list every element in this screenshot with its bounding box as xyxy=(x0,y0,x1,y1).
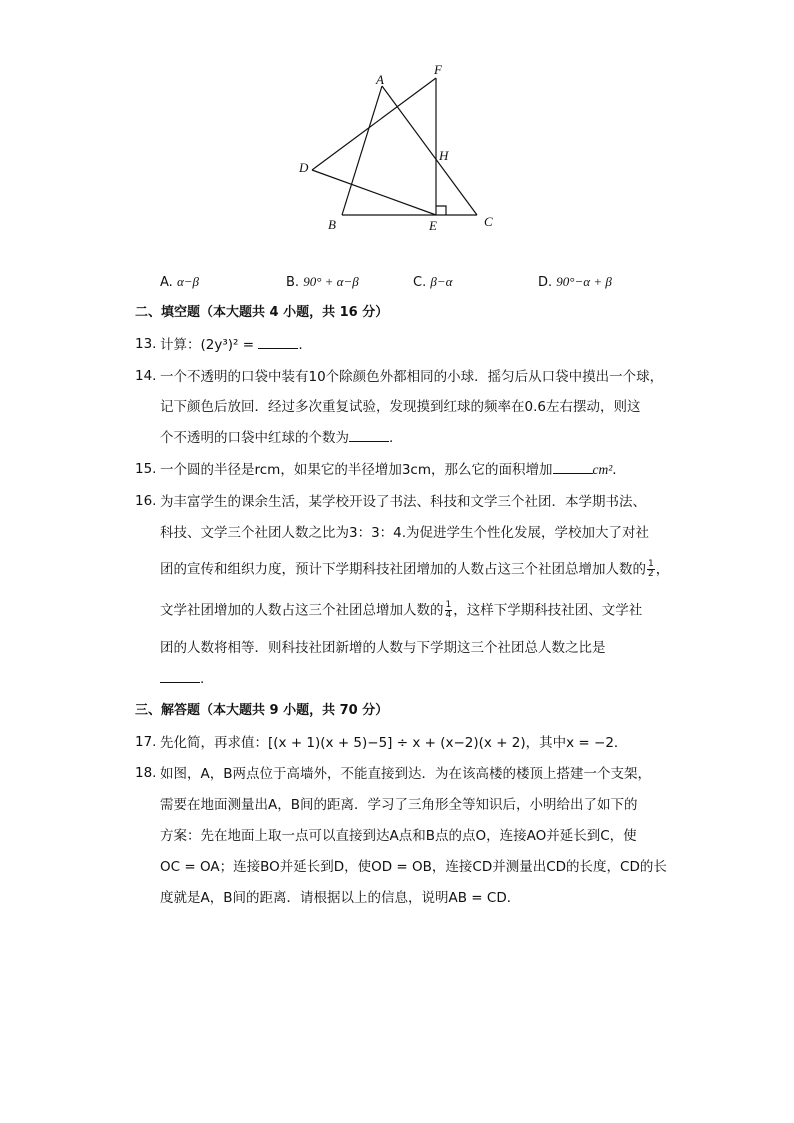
choice-key: A. xyxy=(160,275,173,290)
label-c: C xyxy=(484,214,493,229)
question-15 xyxy=(160,461,617,479)
choice-b[interactable] xyxy=(286,274,359,290)
question-text: ，这样下学期科技社团、文学社 xyxy=(453,602,643,619)
question-text: 个不透明的口袋中红球的个数为 xyxy=(160,430,349,446)
question-text: 文学社团增加的人数占这三个社团总增加人数的 xyxy=(160,602,444,619)
question-text: 计算：(2y³)² = xyxy=(160,337,259,353)
choice-c[interactable] xyxy=(413,274,452,290)
answer-blank[interactable] xyxy=(349,429,389,442)
question-number-13: 13. xyxy=(135,336,157,352)
question-18-line-4: OC = OA；连接BO并延长到D，使OD = OB，连接CD并测量出CD的长度，CD的长 xyxy=(160,859,667,875)
label-b: B xyxy=(328,217,336,232)
question-number-17: 17. xyxy=(135,734,157,750)
section-title-solve: 三、解答题（本大题共 9 小题，共 70 分） xyxy=(135,703,389,718)
choice-key: C. xyxy=(413,275,427,290)
question-16-line-4 xyxy=(160,601,642,620)
choice-d[interactable] xyxy=(538,274,612,290)
fraction-one-quarter xyxy=(445,601,453,620)
question-17: 先化简，再求值：[(x + 1)(x + 5)−5] ÷ x + (x−2)(x + 2)，其中x = −2． xyxy=(160,735,628,751)
segment-a-c xyxy=(382,86,477,215)
choice-key: D. xyxy=(538,275,553,290)
question-tail: . xyxy=(298,337,303,353)
label-a: A xyxy=(376,72,384,87)
question-18-line-3: 方案：先在地面上取一点可以直接到达A点和B点的点O，连接AO并延长到C，使 xyxy=(160,828,637,844)
question-16-line-1: 为丰富学生的课余生活，某学校开设了书法、科技和文学三个社团．本学期书法、 xyxy=(160,494,646,510)
question-13 xyxy=(160,336,303,354)
section-title-fill-blank: 二、填空题（本大题共 4 小题，共 16 分） xyxy=(135,305,389,320)
question-text: 一个圆的半径是rcm，如果它的半径增加3cm，那么它的面积增加 xyxy=(160,462,553,478)
choice-a[interactable] xyxy=(160,274,199,290)
right-angle-mark xyxy=(436,206,446,215)
question-text: ， xyxy=(655,561,670,578)
choice-text: β−α xyxy=(430,274,453,289)
question-18-line-2: 需要在地面测量出A，B间的距离．学习了三角形全等知识后，小明给出了如下的 xyxy=(160,797,638,813)
label-f: F xyxy=(434,62,442,77)
question-16-line-3 xyxy=(160,560,669,579)
fraction-denominator: 4 xyxy=(445,610,452,620)
question-14-line-3 xyxy=(160,429,393,447)
choice-text: 90° + α−β xyxy=(303,274,359,289)
question-16-line-2: 科技、文学三个社团人数之比为3：3：4.为促进学生个性化发展，学校加大了对社 xyxy=(160,525,650,541)
question-18-line-1: 如图，A，B两点位于高墙外，不能直接到达．为在该高楼的楼顶上搭建一个支架， xyxy=(160,766,651,782)
fraction-numerator: 1 xyxy=(445,600,452,610)
choice-text: 90°−α + β xyxy=(556,274,612,289)
question-tail: . xyxy=(200,671,205,687)
question-number-18: 18. xyxy=(135,765,157,781)
label-e: E xyxy=(429,218,437,233)
question-14-line-2: 记下颜色后放回．经过多次重复试验，发现摸到红球的频率在0.6左右摆动，则这 xyxy=(160,399,641,415)
choice-text: α−β xyxy=(176,274,200,289)
question-16-line-6 xyxy=(160,670,204,688)
label-d: D xyxy=(299,160,309,175)
answer-blank[interactable] xyxy=(258,336,298,349)
question-16-line-5: 团的人数将相等．则科技社团新增的人数与下学期这三个社团总人数之比是 xyxy=(160,640,606,656)
choice-key: B. xyxy=(286,275,300,290)
question-tail: . xyxy=(612,462,617,478)
fraction-numerator: 1 xyxy=(648,559,654,569)
answer-blank[interactable] xyxy=(160,670,200,683)
question-14-line-1: 一个不透明的口袋中装有10个除颜色外都相同的小球．摇匀后从口袋中摸出一个球， xyxy=(160,369,664,385)
segment-d-e xyxy=(312,170,436,215)
segment-d-f xyxy=(312,78,436,170)
question-tail: . xyxy=(389,430,394,446)
geometry-figure xyxy=(290,58,510,238)
unit: cm² xyxy=(592,462,613,477)
question-text: 团的宣传和组织力度，预计下学期科技社团增加的人数占这三个社团总增加人数的 xyxy=(160,561,646,578)
fraction-denominator: 2 xyxy=(648,569,654,579)
question-number-14: 14. xyxy=(135,368,157,384)
answer-blank[interactable] xyxy=(553,461,593,474)
segment-a-b xyxy=(342,86,382,215)
question-18-line-5: 度就是A，B间的距离．请根据以上的信息，说明AB = CD． xyxy=(160,890,521,906)
label-h: H xyxy=(439,148,449,163)
question-number-16: 16. xyxy=(135,493,157,509)
fraction-one-half xyxy=(647,560,655,579)
question-number-15: 15. xyxy=(135,461,157,477)
